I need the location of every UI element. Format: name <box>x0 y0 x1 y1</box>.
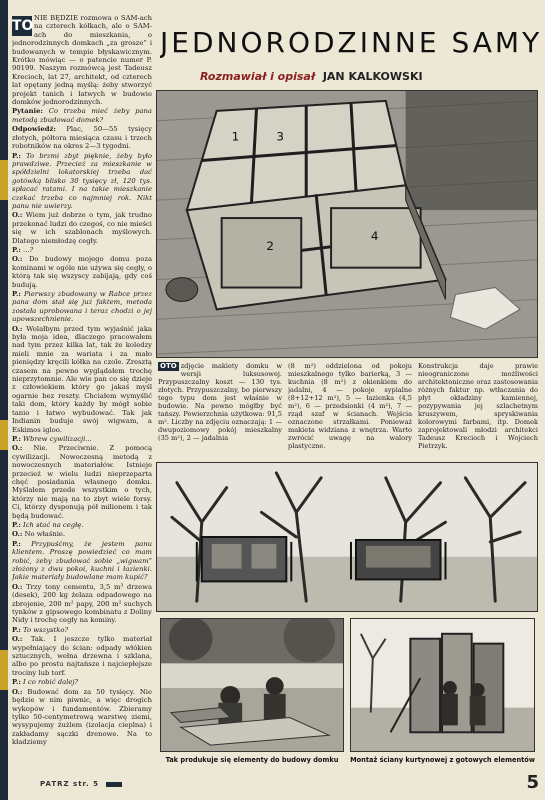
model-photo <box>156 90 538 358</box>
interview-label: P.: <box>12 434 21 443</box>
interview-answer: Nie. Przeciwnie. Z pomocą cywilizacji. Nowoczesną metodą z nowoczesnych materiałów. Istnieje przecież w wielu ludzi nieprzeparta chęć posiadania własnego domku. Myślałem przede wszystkim o tych, którzy nie mają na to zbyt wiele forsy. Ci, którzy dysponują pół milionem i tak będą budować. <box>12 444 152 520</box>
interview-entry <box>12 125 152 150</box>
interview-question: Ich stać na cegłę. <box>23 520 84 529</box>
interview-label: O.: <box>12 211 23 220</box>
interview-entry <box>12 444 152 520</box>
article-column-3-text: Konstrukcja daje prawie nieograniczone możliwości architektoniczne oraz zastosowania różnych faktur np. wtłaczania do płyt okładziny kamiennej, pozypywania jej szlachetnym kruszywem, spryskiwania kolorowymi farbami, itp. Domek zaprojektowali młodzi architekci Tadeusz Krecioch i Wojciech Pietrzyk. <box>418 362 538 450</box>
interview-entry <box>12 211 152 245</box>
interview-answer: Do budowy mojego domu poza kominami w ogóle nie używa się cegły, o którą tak się wszyscy zabijają, gdy coś budują. <box>12 255 152 289</box>
interview-label: O.: <box>12 255 23 264</box>
interview-label: O.: <box>12 530 23 539</box>
interview-entry <box>12 435 152 443</box>
interview-question: To brzmi zbyt pięknie, żeby było prawdziwe. Przecież za mieszkanie w spółdzielni lokatorskiej trzeba dać gotówką blisko 30 tysięcy zł, 120 tys. spłacać ratami. I na takie mieszkanie czekać trzeba co najmniej rok. Nikt panu nie uwierzy. <box>12 151 152 210</box>
interview-label: O.: <box>12 582 23 591</box>
byline <box>200 70 540 83</box>
intro-dropcap: TO <box>12 18 34 34</box>
model-label-3: 3 <box>276 129 284 144</box>
interview-answer: Plac, 50—55 tysięcy złotych, półtora miesiąca czasu i trzech robotników na okres 2—3 tygodni. <box>12 125 152 151</box>
caption-wall-assembly: Montaż ściany kurtynowej z gotowych elementów <box>350 756 535 764</box>
article-dropcap: OTO <box>160 362 177 370</box>
page-title: JEDNORODZINNE SAMY <box>160 26 543 59</box>
interview-question: To wszystko? <box>23 625 69 634</box>
accent-strip <box>0 0 8 800</box>
interview-label: P.: <box>12 245 21 254</box>
elements-production-photo <box>160 618 344 752</box>
article-column-1-text: zdjęcie makiety domku w wersji luksusowej. Przypuszczalny koszt — 130 tys. złotych. Przypuszczalny, bo pierwszy tego typu dom jest właśnie w budowie. Na pewno mógłby być tańszy. Powierzchnia użytkowa: 91,5 m². Liczby na zdjęciu oznaczają: 1 — dwupoziomowy pokój mieszkalny (35 m²), 2 — jadalnia <box>158 362 282 442</box>
interview-label: P.: <box>12 678 21 687</box>
intro-text: NIE BĘDZIE rozmowa o SAM-ach na czterech kółkach, ale o SAM-ach do mieszkania, o jednorodzinnych domkach „za grosze” i budowanych w tempie błyskawicznym. Krótko mówiąc — o patencie numer P. 90199. Naszym rozmówcą jest Tadeusz Krecioch, lat 27, architekt, od czterech lat opętany jedną myślą: żeby stworzyć projekt tanich i łatwych w budowie domków jednorodzinnych. <box>12 14 152 107</box>
interview-entry <box>12 325 152 434</box>
caption-elements-production: Tak produkuje się elementy do budowy domku <box>165 756 339 764</box>
interview-entry <box>12 626 152 634</box>
interview-question: Wbrew cywilizacji... <box>23 434 92 443</box>
interview-list <box>12 107 152 746</box>
interview-entry <box>12 688 152 747</box>
byline-prefix: Rozmawiał i opisał <box>200 70 315 83</box>
interview-label: O.: <box>12 635 23 644</box>
article-column-1 <box>158 362 282 458</box>
interview-answer: Wolałbym przed tym wyjaśnić jaka była moja idea, dlaczego pracowałem nad tym przez kilka lat, tak że koledzy mieli mnie za wariata i za mało pieniędzy kręcili kółka na czole. Zresztą czasem na pewno wyglądałem trochę nieprzytomnie. Ale wie pan co się dzieje z człowiekiem który go jakaś myśl ogarnie bez reszty. Chciałem wymyślić taki dom, który każdy by mógł sobie tanio i łatwo wybudować. Tak jak Indianin buduje swój wigwam, a Eskimos igloo. <box>12 324 152 434</box>
interview-column <box>12 14 152 779</box>
interview-answer: Budować dom za 50 tysięcy. Nie będzie w nim piwnic, a więc drogich wykopów i fundamentów. Zbieramy tylko 50-centymetrową warstwę ziemi, wysypujemy żużlem (izolacja cieplna) i zakładamy sączki drenowe. Na to kładziemy <box>12 687 152 747</box>
interview-entry <box>12 530 152 538</box>
interview-label: P.: <box>12 290 21 298</box>
interview-entry <box>12 678 152 686</box>
interview-label: P.: <box>12 625 21 634</box>
byline-author: JAN KALKOWSKI <box>322 70 423 83</box>
footer-magazine-text: PATRZ str. 5 <box>40 780 99 788</box>
interview-label: O.: <box>12 324 23 333</box>
article-column-2 <box>288 362 412 458</box>
interview-answer: No właśnie. <box>24 530 66 539</box>
article-column-2-text: (8 m²) oddzielona od pokoju mieszkalnego tylko barierką, 3 — kuchnia (8 m²) z okienkiem do jadalni, 4 — pokoje sypialne (8+12+12 m²), 5 — łazienka (4,5 m²), 6 — przedsionki (4 m²), 7 — rząd szaf w ścianach. Wejścia oznaczone strzałkami. Ponieważ makieta widziana z wnętrza. Warto zwrócić uwagę na walory plastyczne. <box>288 362 412 450</box>
model-label-1: 1 <box>231 129 240 144</box>
interview-question: ...? <box>23 245 34 254</box>
interview-label: P.: <box>12 520 21 529</box>
interview-entry <box>12 152 152 211</box>
interview-entry <box>12 583 152 625</box>
interview-label: Odpowiedź: <box>12 125 56 134</box>
interview-entry <box>12 521 152 529</box>
interview-label: O.: <box>12 444 23 453</box>
interview-answer: Tak. I jeszcze tylko materiał wypełniający do ścian: odpady włókien sztucznych, wełna drzewna i szklana, albo po prostu najtańsze i najciepłejsze trociny lub torf. <box>12 635 152 677</box>
construction-site-photo <box>156 462 538 612</box>
interview-question: Co trzeba mieć żeby pana metodą zbudować domek? <box>12 107 152 124</box>
interview-entry <box>12 540 152 582</box>
interview-entry <box>12 635 152 677</box>
footer-magazine <box>40 780 190 788</box>
interview-answer: Trzy tony cementu, 3,5 m³ drzewa (desek), 200 kg żelaza odpadowego na zbrojenie, 200 m² papy, 200 m² suchych tynków z gipsowego kombinatu z Doliny Nidy i trochę cegły na kominy. <box>12 582 152 625</box>
page-number: 5 <box>526 772 539 793</box>
intro-paragraph <box>12 14 152 106</box>
article-column-3 <box>418 362 538 458</box>
model-label-2: 2 <box>266 238 275 253</box>
interview-answer: Wiem już dobrze o tym, jak trudno przekonać ludzi do czegoś, co nie mieści się w ich szablonach myślowych. Dlatego niemłodzę cegły. <box>12 211 152 245</box>
footer-mark <box>106 782 122 787</box>
wall-assembly-photo <box>350 618 535 752</box>
interview-entry <box>12 290 152 324</box>
interview-entry <box>12 107 152 124</box>
interview-label: O.: <box>12 687 23 696</box>
interview-question: Pierwszy zbudowany w Rabce przez pana dom stał się już faktem, metoda została uprobowana i teraz chodzi o jej upowszechnienie. <box>12 290 152 324</box>
interview-label: Pytanie: <box>12 107 43 116</box>
interview-question: Przypuśćmy, że jestem panu klientem. Proszę powiedzieć co mam robić, żeby zbudować sobie „wigwam” złożony z dwu pokoi, kuchni i łazienki. Jakie materiały budowlane mam kupić? <box>12 539 152 582</box>
interview-entry <box>12 246 152 254</box>
model-label-4: 4 <box>370 228 379 243</box>
interview-question: I co robić dalej? <box>23 678 79 687</box>
interview-label: P.: <box>12 151 21 160</box>
interview-label: P.: <box>12 539 21 548</box>
interview-entry <box>12 255 152 289</box>
